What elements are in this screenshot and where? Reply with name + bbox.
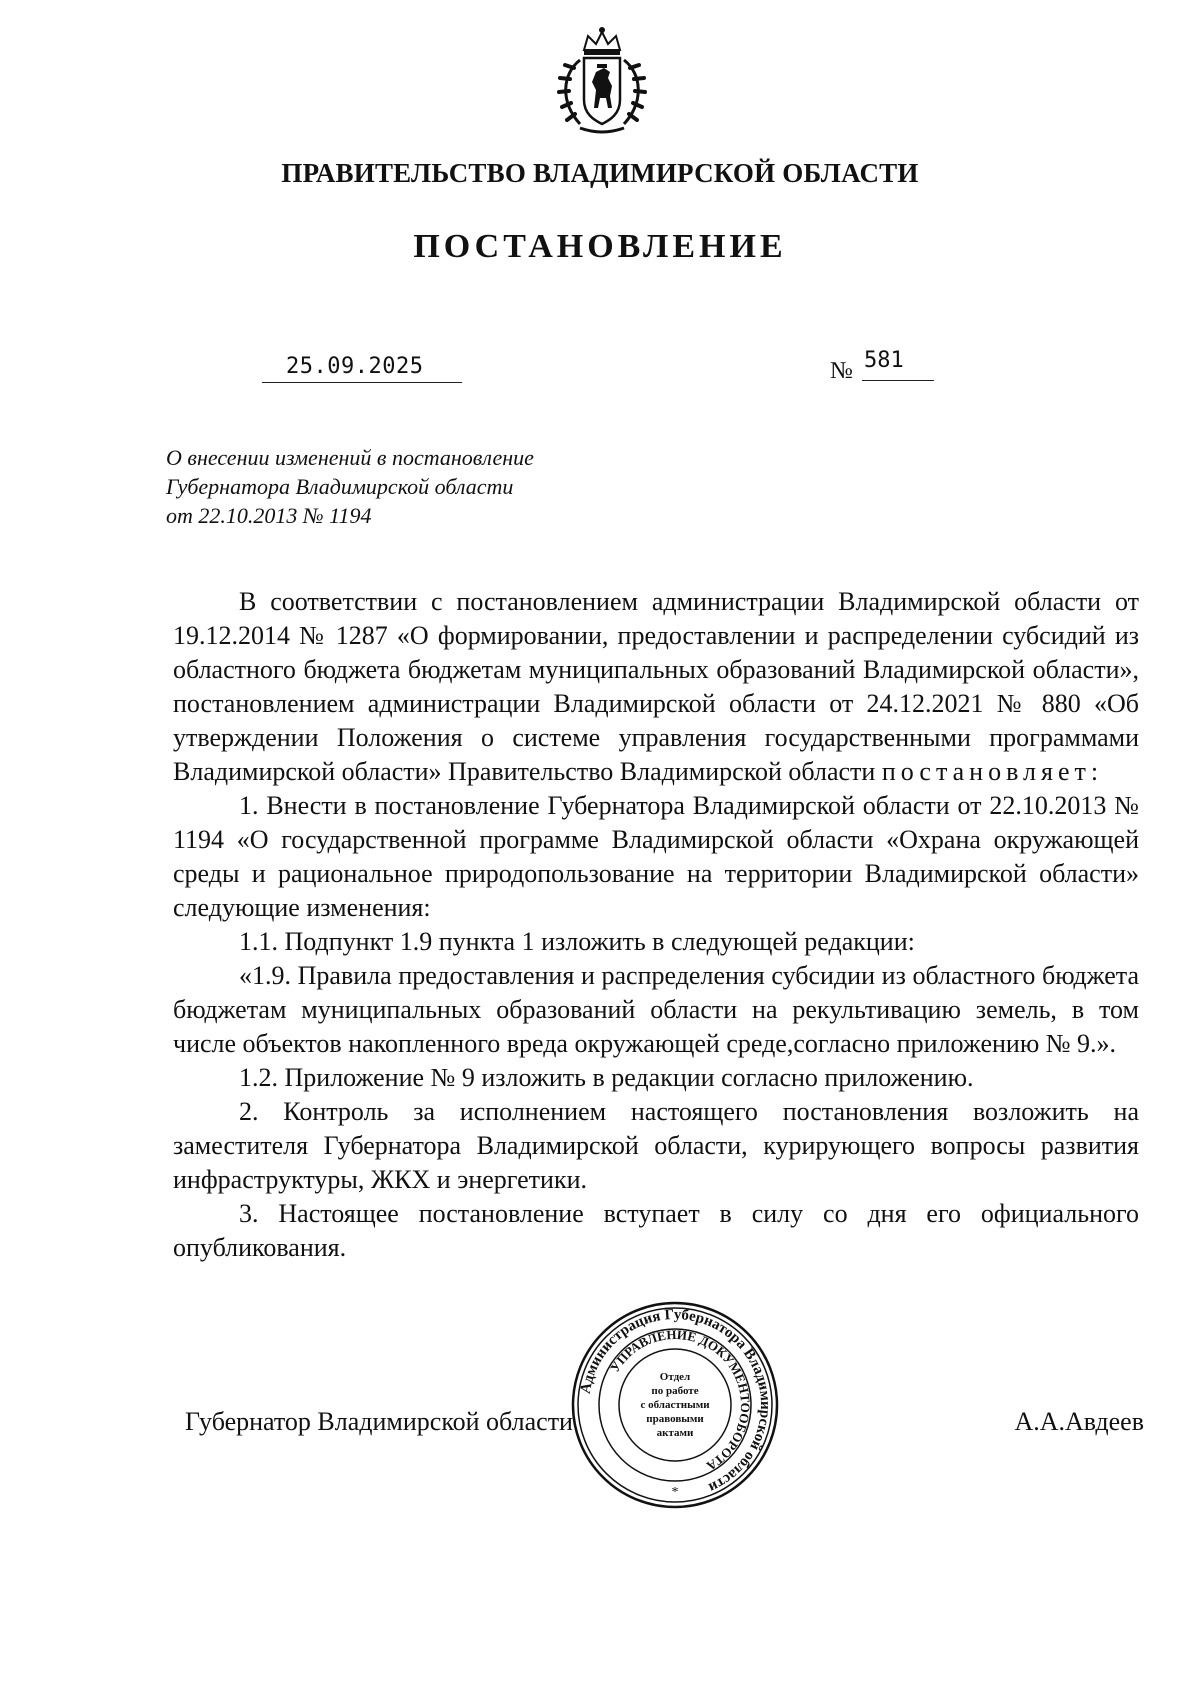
document-date-field [262, 352, 462, 383]
stamp-center-line: с областными [640, 1399, 710, 1411]
signatory-position: Губернатор Владимирской области [185, 1407, 573, 1436]
preamble-paragraph [173, 585, 1139, 789]
stamp-center-line: правовыми [646, 1413, 704, 1425]
stamp-center-line: по работе [651, 1385, 699, 1397]
document-body [173, 585, 1139, 1265]
document-number: 581 [864, 348, 904, 373]
document-date: 25.09.2025 [286, 354, 424, 379]
clause-1-2: 1.2. Приложение № 9 изложить в редакции согласно приложению. [239, 1063, 974, 1092]
document-subject [166, 443, 686, 530]
stamp-star: * [671, 1485, 679, 1500]
clause-1-1: 1.1. Подпункт 1.9 пункта 1 изложить в следующей редакции: [239, 927, 915, 956]
document-number-field [862, 348, 934, 381]
stamp-middle-text: УПРАВЛЕНИЕ ДОКУМЕНТООБОРОТА [606, 1326, 754, 1474]
stamp-center-line: Отдел [659, 1371, 691, 1383]
subject-line: от 22.10.2013 № 1194 [166, 503, 372, 528]
clause-2: 2. Контроль за исполнением настоящего постановления возложить на заместителя Губернатора Владимирской области, курирующего вопросы развития инфраструктуры, ЖКХ и энергетики. [173, 1097, 1139, 1194]
clause-1-9-quote: «1.9. Правила предоставления и распределения субсидии из областного бюджета бюджетам муниципальных образований области на рекультивацию земель, в том числе объектов накопленного вреда окружающей среде,согласно приложению № 9.». [173, 961, 1139, 1058]
signatory-name: А.А.Авдеев [1014, 1407, 1144, 1436]
document-type-title: ПОСТАНОВЛЕНИЕ [413, 228, 787, 265]
coat-of-arms-emblem [550, 24, 654, 136]
subject-line: О внесении изменений в постановление [166, 445, 534, 470]
official-seal-stamp [570, 1300, 780, 1510]
stamp-center-line: актами [656, 1427, 694, 1439]
organization-name: ПРАВИТЕЛЬСТВО ВЛАДИМИРСКОЙ ОБЛАСТИ [281, 158, 919, 188]
preamble-text: В соответствии с постановлением администрации Владимирской области от 19.12.2014 № 1287 «О формировании, предоставлении и распределении субсидий из областного бюджета бюджетам муниципальных образований Владимирской области», постановлением администрации Владимирской области от 24.12.2021 № 880 «Об утверждении Положения о системе управления государственными программами Владимирской области» Правительство Владимирской области [173, 587, 1139, 786]
resolves-word: постановляет: [881, 757, 1104, 786]
subject-line: Губернатора Владимирской области [166, 474, 514, 499]
clause-1: 1. Внести в постановление Губернатора Владимирской области от 22.10.2013 № 1194 «О государственной программе Владимирской области «Охрана окружающей среды и рациональное природопользование на территории Владимирской области» следующие изменения: [173, 791, 1139, 922]
stamp-outer-text: Администрация Губернатора Владимирской области [577, 1306, 774, 1496]
number-label: № [830, 358, 853, 384]
clause-3: 3. Настоящее постановление вступает в силу со дня его официального опубликования. [173, 1199, 1139, 1262]
